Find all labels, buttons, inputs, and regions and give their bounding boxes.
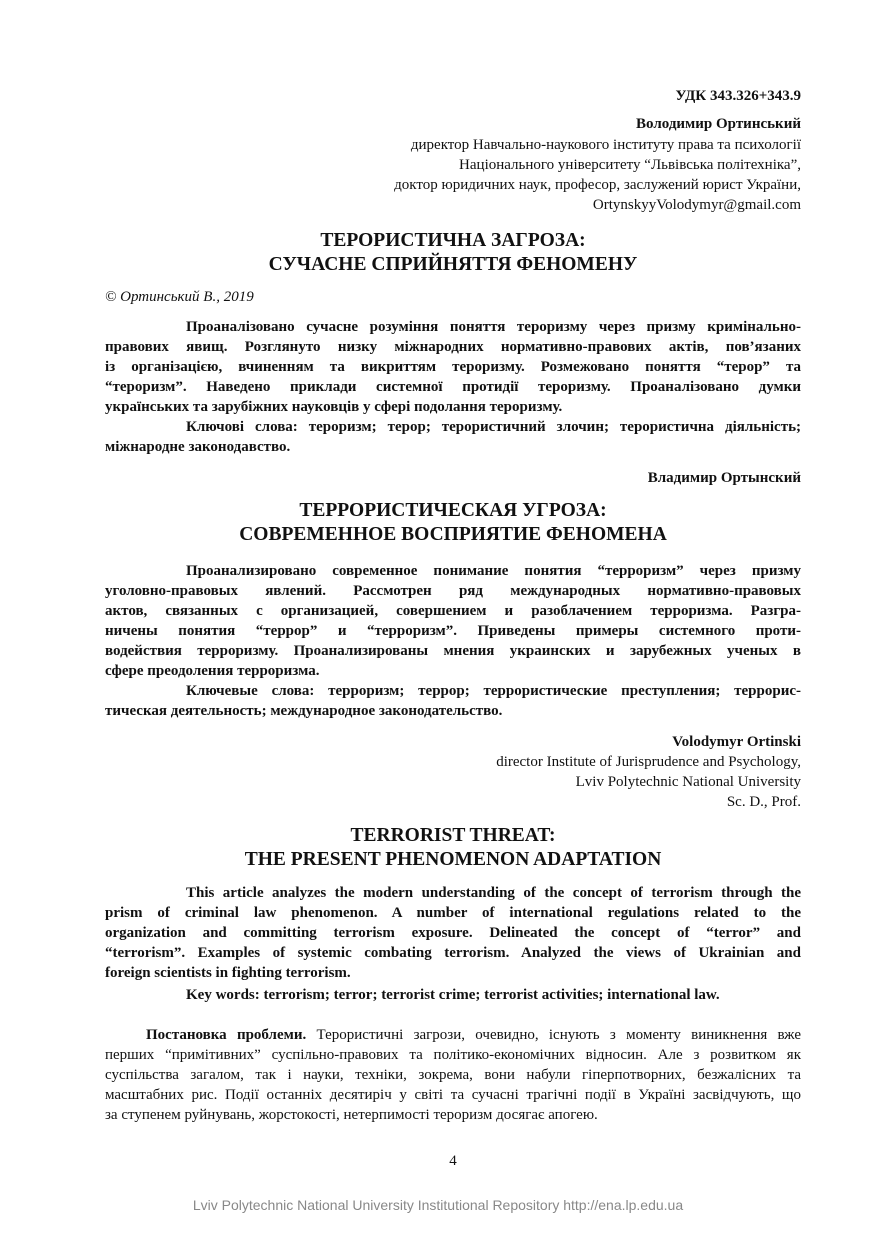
body-first-line <box>105 1026 801 1044</box>
en-abstract-line: organization and committing terrorism exposure. Delineated the concept of “terror” and <box>105 925 801 941</box>
en-author-name: Volodymyr Ortinski <box>672 734 801 750</box>
en-title-line: THE PRESENT PHENOMENON ADAPTATION <box>244 849 662 870</box>
body-line: перших “примітивних” суспільно-правових та політико-економічних відносин. Але з розвитком як <box>105 1047 801 1063</box>
ru-abstract-line: сфере преодоления терроризма. <box>105 663 320 679</box>
repository-footer: Lviv Polytechnic National University Institutional Repository http://ena.lp.edu.ua <box>192 1197 684 1213</box>
en-abstract-line: prism of criminal law phenomenon. A number of international regulations related to the <box>105 905 801 921</box>
ru-abstract-line: Проанализировано современное понимание понятия “терроризм” через призму <box>186 563 801 579</box>
ua-title-line: ТЕРОРИСТИЧНА ЗАГРОЗА: <box>320 230 586 251</box>
ru-keywords-line: Ключевые слова: терроризм; террор; террористические преступления; террорис- <box>186 683 801 699</box>
ua-abstract-line: Проаналізовано сучасне розуміння поняття тероризму через призму кримінально- <box>186 319 801 335</box>
body-line: за ступенем руйнувань, жорстокості, нетерпимості тероризм досягає апогею. <box>105 1107 598 1123</box>
article-page <box>105 0 801 1240</box>
ua-affiliation-line: Національного університету “Львівська політехніка”, <box>459 157 801 173</box>
ru-author-name: Владимир Ортынский <box>647 470 801 486</box>
ru-title-line: ТЕРРОРИСТИЧЕСКАЯ УГРОЗА: <box>299 500 607 521</box>
en-keywords: Key words: terrorism; terror; terrorist crime; terrorist activities; international law. <box>186 987 720 1003</box>
body-line: суспільства загалом, так і науки, техніки, зокрема, вони набули гіперпотворних, безжалісних та <box>105 1067 801 1083</box>
ru-keywords-line: тическая деятельность; международное законодательство. <box>105 703 503 719</box>
en-affiliation-line: Lviv Polytechnic National University <box>575 774 801 790</box>
ua-affiliation-line: директор Навчально-наукового інституту права та психології <box>410 137 801 153</box>
ua-affiliation-line: доктор юридичних наук, професор, заслужений юрист України, <box>394 177 801 193</box>
en-title-line: TERRORIST THREAT: <box>350 825 556 846</box>
ua-abstract-line: правових явищ. Розглянуто низку міжнародних нормативно-правових актів, пов’язаних <box>105 339 801 355</box>
ua-abstract-line: “тероризм”. Наведено приклади системної протидії тероризму. Проаналізовано думки <box>105 379 801 395</box>
en-abstract-line: This article analyzes the modern understanding of the concept of terrorism through the <box>186 885 801 901</box>
section-lead: Постановка проблеми. <box>146 1027 307 1043</box>
ua-author-name: Володимир Ортинський <box>636 116 801 132</box>
en-affiliation-line: director Institute of Jurisprudence and Psychology, <box>496 754 801 770</box>
body-line: Терористичні загрози, очевидно, існують з моменту виникнення вже <box>306 1027 802 1043</box>
copyright-note: © Ортинський В., 2019 <box>105 289 254 305</box>
body-line: масштабних рис. Події останніх десятиріч у світі та сучасні трагічні події в Україні засвідчують, що <box>105 1087 801 1103</box>
ua-email: OrtynskyyVolodymyr@gmail.com <box>592 197 801 213</box>
ru-abstract-line: водействия терроризму. Проанализированы мнения украинских и зарубежных ученых в <box>105 643 801 659</box>
ru-title-line: СОВРЕМЕННОЕ ВОСПРИЯТИЕ ФЕНОМЕНА <box>239 524 667 545</box>
en-abstract-line: “terrorism”. Examples of systemic combating terrorism. Analyzed the views of Ukrainian and <box>105 945 801 961</box>
ru-abstract-line: ничены понятия “террор” и “терроризм”. Приведены примеры системного проти- <box>105 623 801 639</box>
en-affiliation-line: Sc. D., Prof. <box>726 794 801 810</box>
udk-code: УДК 343.326+343.9 <box>675 88 801 104</box>
en-abstract-line: foreign scientists in fighting terrorism. <box>105 965 351 981</box>
ua-keywords-line: міжнародне законодавство. <box>105 439 291 455</box>
ua-title-line: СУЧАСНЕ СПРИЙНЯТТЯ ФЕНОМЕНУ <box>268 254 638 275</box>
ua-abstract-line: українських та зарубіжних науковців у сфері подолання тероризму. <box>105 399 563 415</box>
page-number: 4 <box>449 1153 457 1169</box>
ru-abstract-line: актов, связанных с организацией, совершением и разоблачением терроризма. Разгра- <box>105 603 801 619</box>
ru-abstract-line: уголовно-правовых явлений. Рассмотрен ряд международных нормативно-правовых <box>105 583 801 599</box>
ua-abstract-line: із організацією, вчиненням та викриттям тероризму. Розмежовано поняття “терор” та <box>105 359 801 375</box>
ua-keywords-line: Ключові слова: тероризм; терор; терористичний злочин; терористична діяльність; <box>186 419 801 435</box>
